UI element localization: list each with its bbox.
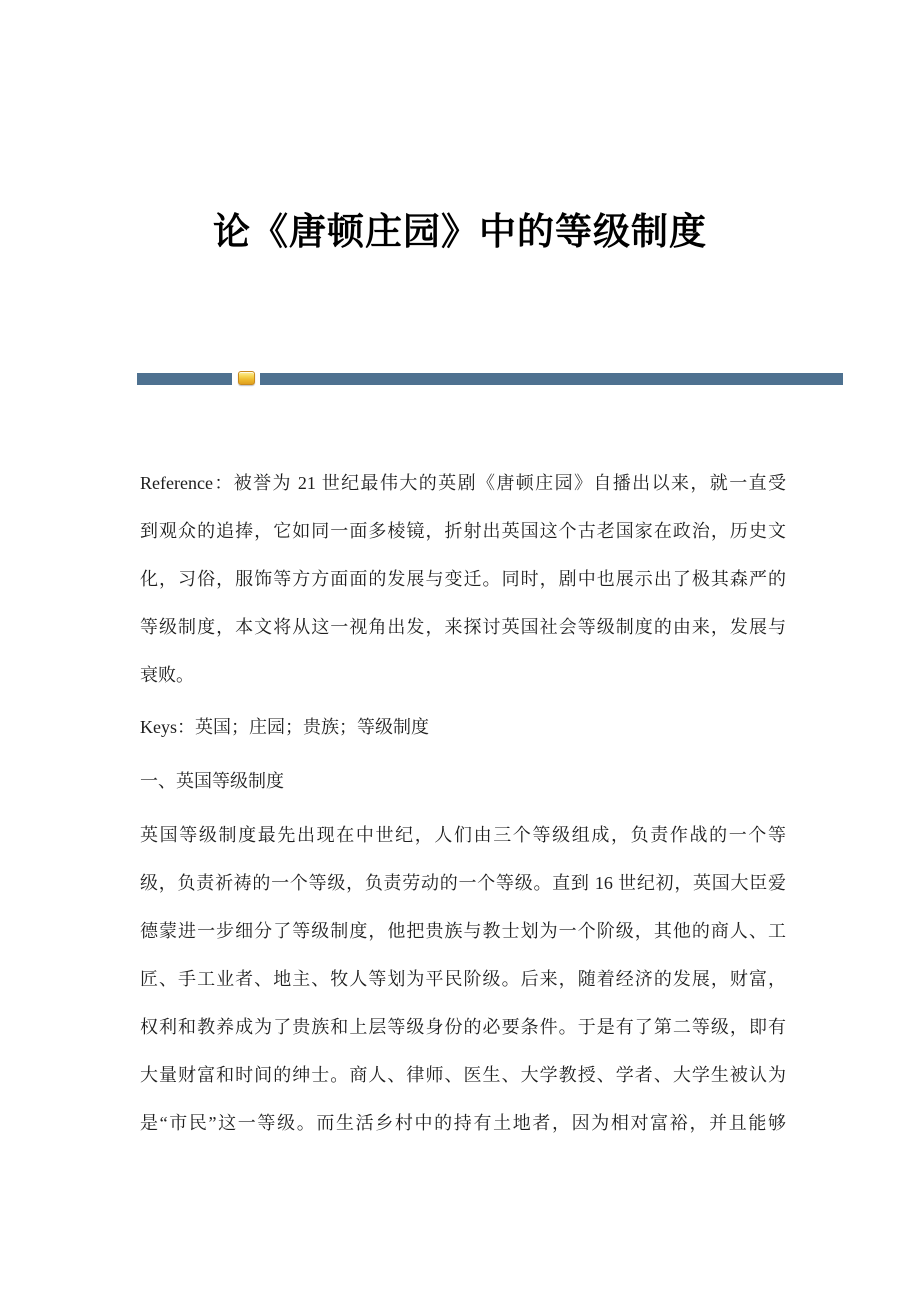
text-line: 是“市民”这一等级。而生活乡村中的持有土地者，因为相对富裕，并且能够 [140, 1113, 786, 1133]
keywords-line: Keys：英国；庄园；贵族；等级制度 [140, 717, 429, 737]
envelope-icon [238, 371, 255, 385]
text-line: Reference：被誉为 21 世纪最伟大的英剧《唐顿庄园》自播出以来，就一直受 [140, 473, 786, 493]
text-line: 大量财富和时间的绅士。商人、律师、医生、大学教授、学者、大学生被认为 [140, 1065, 786, 1085]
text-line: 到观众的追捧，它如同一面多棱镜，折射出英国这个古老国家在政治，历史文 [140, 521, 786, 541]
text-line: 衰败。 [140, 665, 194, 685]
text-line: 德蒙进一步细分了等级制度，他把贵族与教士划为一个阶级，其他的商人、工 [140, 921, 786, 941]
divider-bar-left [137, 373, 232, 385]
page-title: 论《唐顿庄园》中的等级制度 [213, 212, 707, 253]
section-heading: 一、英国等级制度 [140, 771, 284, 791]
document-body [140, 459, 786, 1147]
text-line: 权利和教养成为了贵族和上层等级身份的必要条件。于是有了第二等级，即有 [140, 1017, 786, 1037]
text-line: 匠、手工业者、地主、牧人等划为平民阶级。后来，随着经济的发展，财富， [140, 969, 786, 989]
section-divider [137, 371, 843, 387]
text-line: 等级制度，本文将从这一视角出发，来探讨英国社会等级制度的由来，发展与 [140, 617, 786, 637]
divider-icon-gap [232, 371, 260, 387]
text-line: 级，负责祈祷的一个等级，负责劳动的一个等级。直到 16 世纪初，英国大臣爱 [140, 873, 786, 893]
text-line: 英国等级制度最先出现在中世纪，人们由三个等级组成，负责作战的一个等 [140, 825, 786, 845]
text-line: 化，习俗，服饰等方方面面的发展与变迁。同时，剧中也展示出了极其森严的 [140, 569, 786, 589]
divider-bar-right [260, 373, 843, 385]
